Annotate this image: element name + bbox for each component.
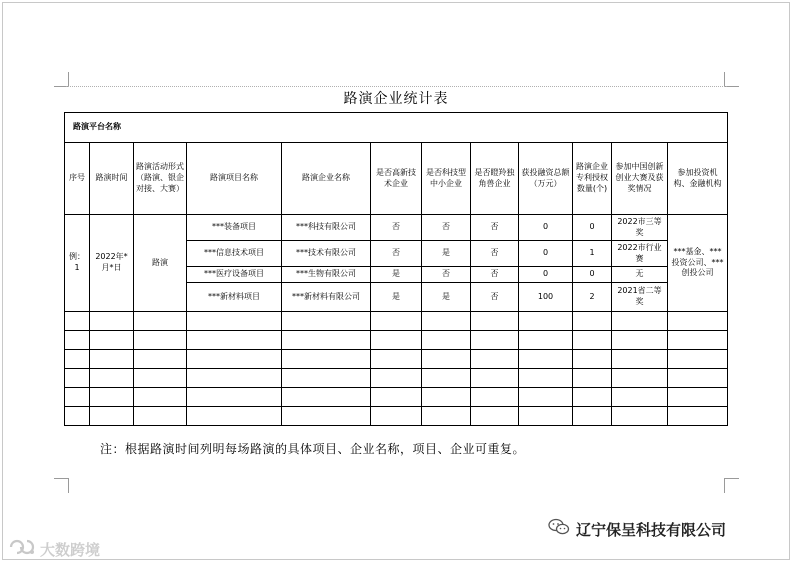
- statistics-table: [64, 86, 728, 426]
- brand-attribution: [548, 518, 726, 540]
- institutions-cell: ***基金、***投资公司、***创投公司: [668, 215, 728, 312]
- crop-mark-bottom-left: [54, 478, 69, 493]
- header-cell: 路演时间: [90, 143, 134, 215]
- company-cell: ***新材料有限公司: [282, 283, 371, 312]
- project-cell: ***装备项目: [187, 215, 282, 241]
- unicorn-cell: 否: [471, 241, 519, 267]
- header-cell: 参加投资机构、金融机构: [668, 143, 728, 215]
- empty-row: [65, 331, 728, 350]
- platform-name-label: 路演平台名称: [65, 113, 728, 143]
- brand-name: 辽宁保呈科技有限公司: [576, 520, 727, 539]
- company-cell: ***技术有限公司: [282, 241, 371, 267]
- header-cell: 是否高新技术企业: [371, 143, 422, 215]
- company-cell: ***生物有限公司: [282, 267, 371, 283]
- contest-cell: 2022市行业赛: [612, 241, 668, 267]
- contest-cell: 无: [612, 267, 668, 283]
- crop-mark-bottom-right: [724, 478, 739, 493]
- table-title: 路演企业统计表: [65, 86, 728, 113]
- unicorn-cell: 否: [471, 283, 519, 312]
- smallmid-cell: 是: [422, 241, 471, 267]
- contest-cell: 2022市三等奖: [612, 215, 668, 241]
- table-row: [65, 215, 728, 241]
- header-cell: 路演活动形式（路演、银企对接、大赛）: [134, 143, 187, 215]
- header-cell: 路演企业名称: [282, 143, 371, 215]
- project-cell: ***信息技术项目: [187, 241, 282, 267]
- wechat-icon: [548, 518, 576, 540]
- funding-cell: 100: [519, 283, 573, 312]
- patents-cell: 0: [573, 215, 612, 241]
- hightech-cell: 否: [371, 241, 422, 267]
- patents-cell: 1: [573, 241, 612, 267]
- unicorn-cell: 否: [471, 215, 519, 241]
- crop-mark-top-right: [724, 72, 739, 87]
- contest-cell: 2021省二等奖: [612, 283, 668, 312]
- header-cell: 参加中国创新创业大赛及获奖情况: [612, 143, 668, 215]
- watermark: [8, 538, 100, 560]
- company-cell: ***科技有限公司: [282, 215, 371, 241]
- header-cell: 是否瞪羚独角兽企业: [471, 143, 519, 215]
- empty-row: [65, 369, 728, 388]
- empty-row: [65, 350, 728, 369]
- crop-mark-top-left: [54, 72, 69, 87]
- header-row: [65, 143, 728, 215]
- logo-icon: [8, 538, 40, 560]
- smallmid-cell: 否: [422, 267, 471, 283]
- header-cell: 是否科技型中小企业: [422, 143, 471, 215]
- header-cell: 路演企业专利授权数量(个): [573, 143, 612, 215]
- patents-cell: 0: [573, 267, 612, 283]
- header-cell: 序号: [65, 143, 90, 215]
- empty-row: [65, 312, 728, 331]
- empty-row: [65, 407, 728, 426]
- hightech-cell: 否: [371, 215, 422, 241]
- header-cell: 路演项目名称: [187, 143, 282, 215]
- funding-cell: 0: [519, 241, 573, 267]
- example-time: 2022年*月*日: [90, 215, 134, 312]
- project-cell: ***新材料项目: [187, 283, 282, 312]
- funding-cell: 0: [519, 215, 573, 241]
- header-cell: 获投融资总额（万元）: [519, 143, 573, 215]
- empty-row: [65, 388, 728, 407]
- example-seq: 例：1: [65, 215, 90, 312]
- project-cell: ***医疗设备项目: [187, 267, 282, 283]
- hightech-cell: 是: [371, 267, 422, 283]
- smallmid-cell: 否: [422, 215, 471, 241]
- footnote: 注：根据路演时间列明每场路演的具体项目、企业名称，项目、企业可重复。: [100, 442, 526, 456]
- funding-cell: 0: [519, 267, 573, 283]
- smallmid-cell: 是: [422, 283, 471, 312]
- example-form: 路演: [134, 215, 187, 312]
- patents-cell: 2: [573, 283, 612, 312]
- hightech-cell: 是: [371, 283, 422, 312]
- unicorn-cell: 否: [471, 267, 519, 283]
- watermark-text: 大数跨境: [40, 540, 101, 559]
